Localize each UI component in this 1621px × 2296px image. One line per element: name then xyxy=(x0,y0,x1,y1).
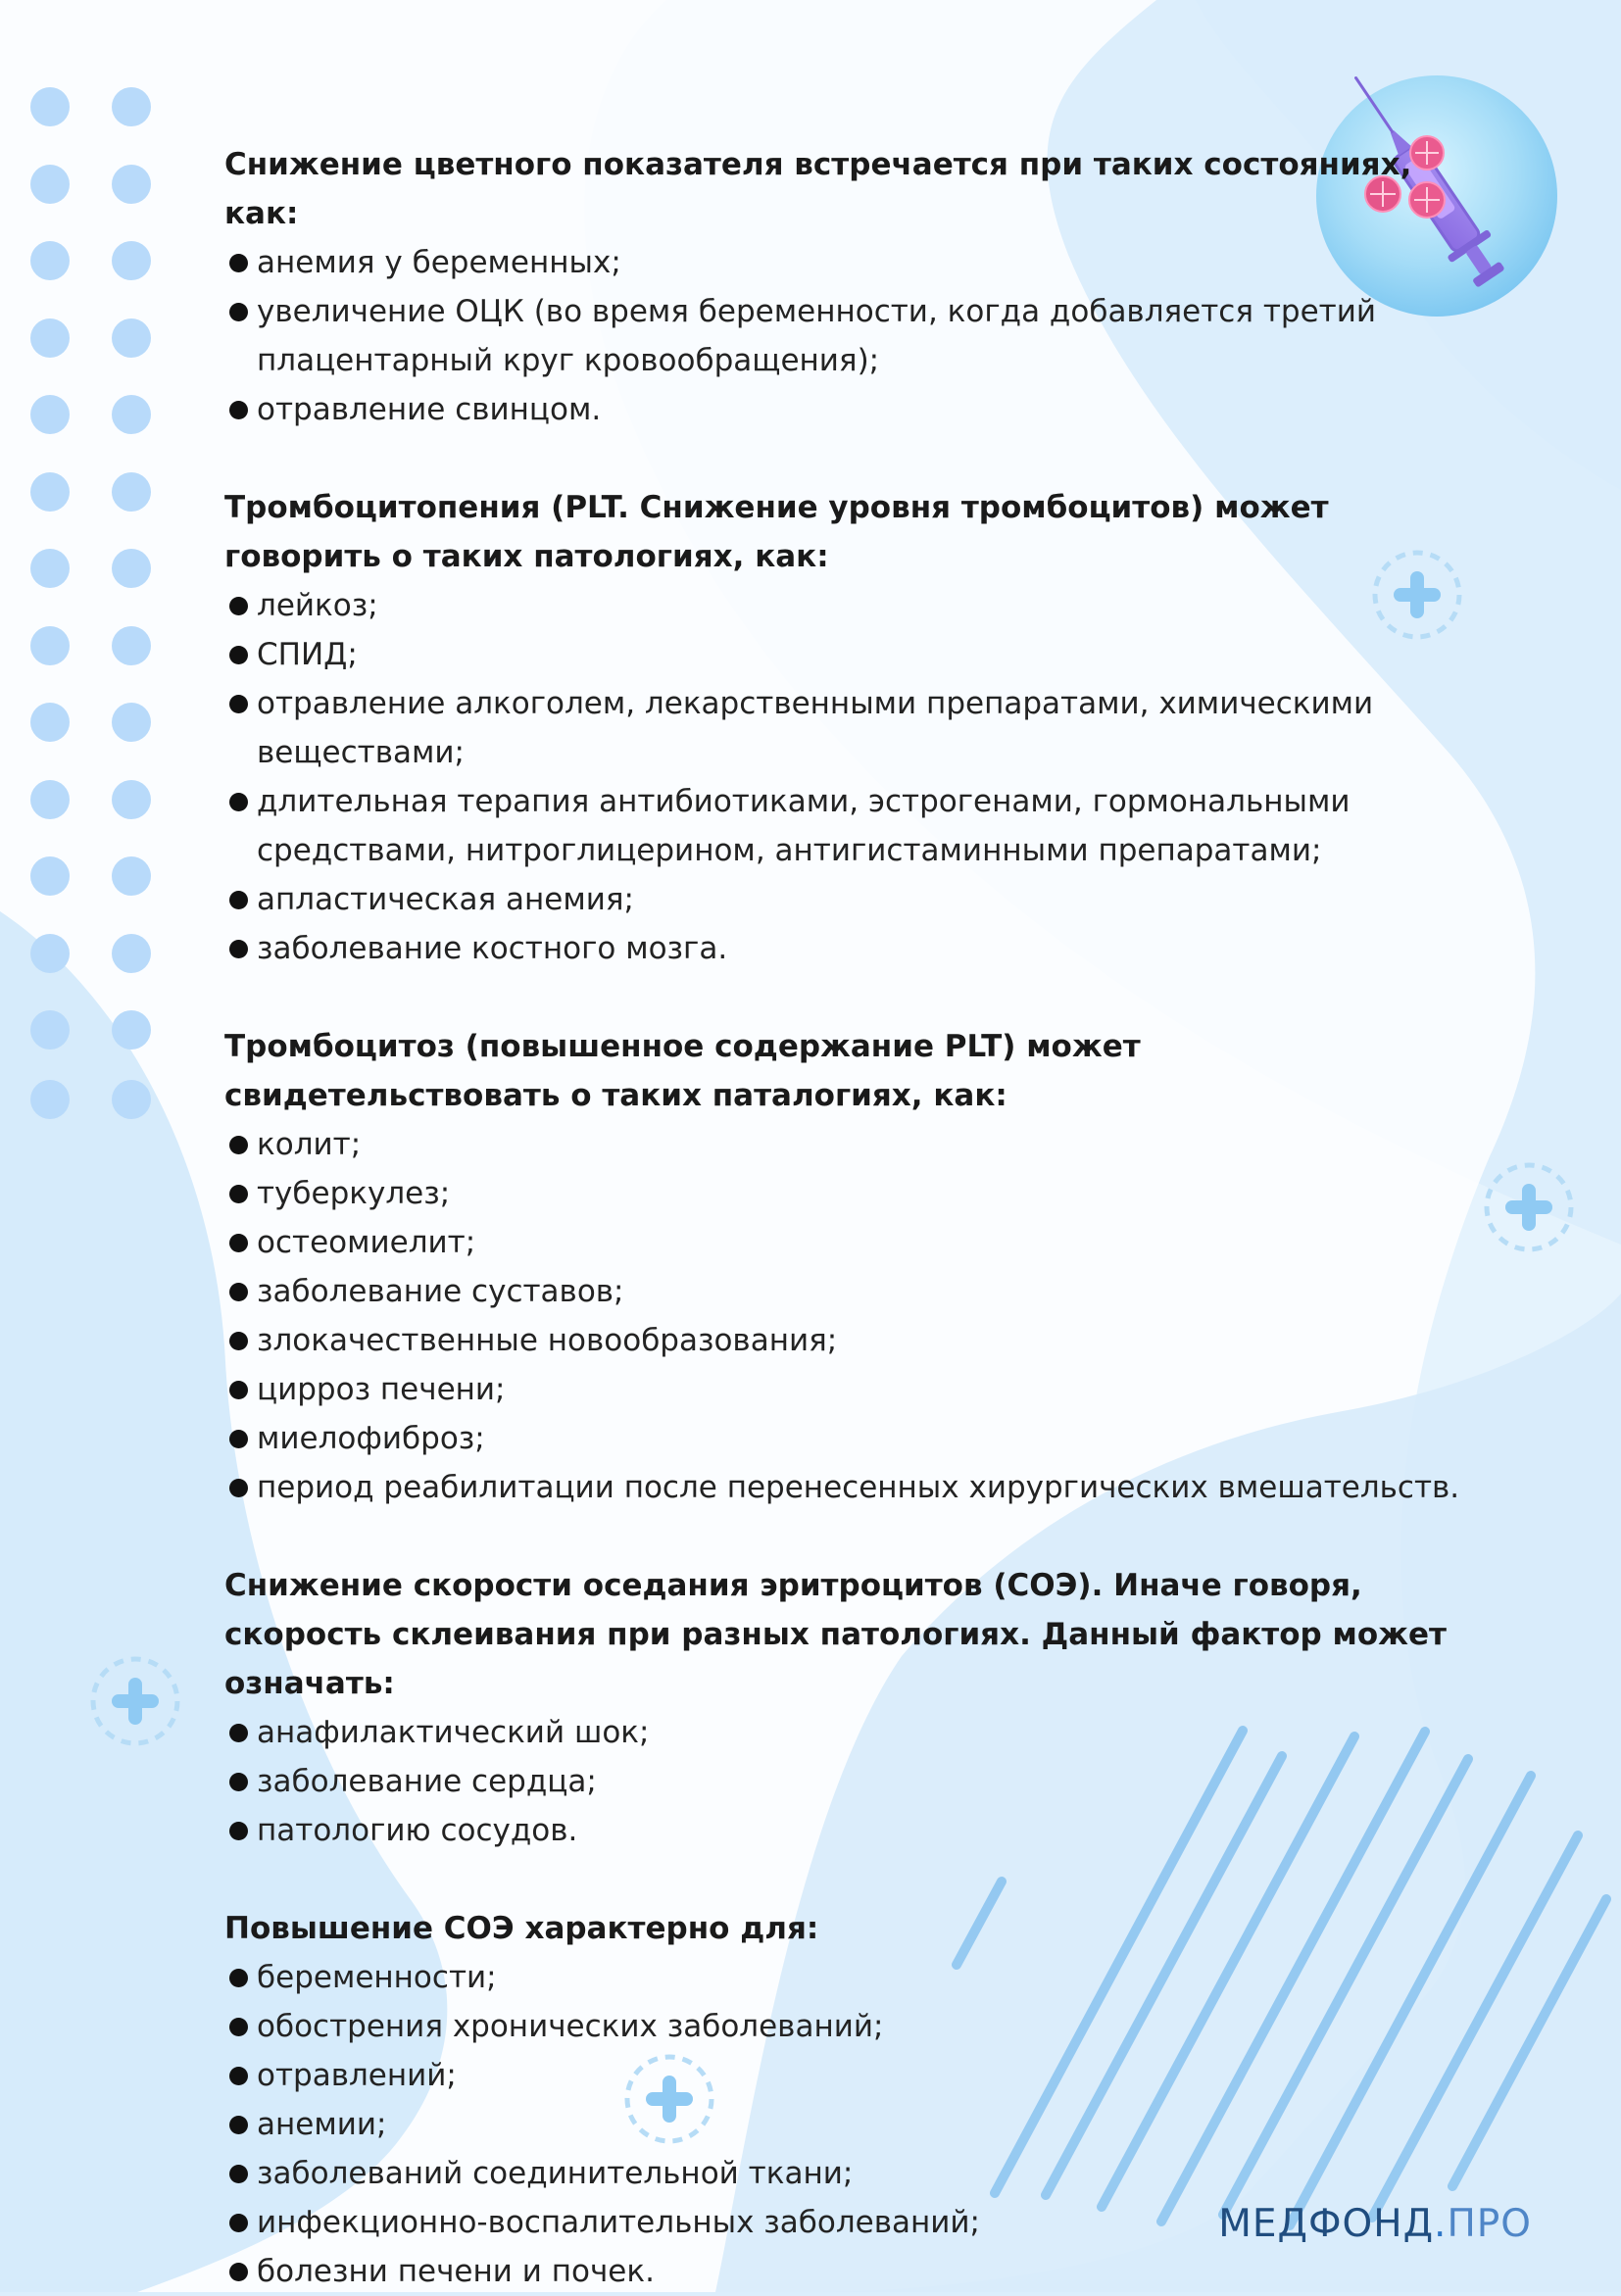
brand-name: МЕДФОНД xyxy=(1218,2202,1435,2246)
dot-grid-dot xyxy=(30,626,70,665)
list-item xyxy=(224,2149,1469,2198)
list-item xyxy=(224,2051,1469,2100)
bullet-icon xyxy=(229,597,248,615)
list-item-text: лейкоз; xyxy=(257,588,378,623)
bullet-icon xyxy=(229,1381,248,1399)
plus-icon-horizontal-bar xyxy=(1505,1200,1552,1214)
list-item xyxy=(224,1120,1469,1169)
list-item-text: отравление алкоголем, лекарственными препаратами, химическими веществами; xyxy=(257,686,1374,770)
dot-grid-dot xyxy=(112,780,151,819)
bullet-icon xyxy=(229,695,248,713)
section-heading: Повышение СОЭ характерно для: xyxy=(224,1911,819,1946)
list-item-text: инфекционно-воспалительных заболеваний; xyxy=(257,2205,981,2240)
dot-grid-dot xyxy=(30,472,70,512)
list-item xyxy=(224,2100,1469,2149)
list-item xyxy=(224,1463,1469,1512)
list-item-text: заболевание сердца; xyxy=(257,1764,597,1799)
list-item-text: колит; xyxy=(257,1127,362,1162)
list-item xyxy=(224,777,1469,875)
dot-grid-dot xyxy=(112,626,151,665)
dot-grid-dot xyxy=(112,1010,151,1050)
list-item xyxy=(224,679,1469,777)
bullet-list xyxy=(224,1120,1469,1512)
list-item xyxy=(224,1316,1469,1365)
dot-grid-dot xyxy=(112,549,151,588)
bullet-icon xyxy=(229,891,248,909)
bullet-icon xyxy=(229,401,248,419)
dot-grid-dot xyxy=(30,87,70,126)
bullet-list xyxy=(224,1708,1469,1855)
document-content xyxy=(224,140,1469,2296)
list-item xyxy=(224,1365,1469,1414)
list-item-text: заболевание суставов; xyxy=(257,1274,624,1309)
section-thrombocytopenia xyxy=(224,483,1469,973)
dot-grid-dot xyxy=(112,241,151,280)
bullet-icon xyxy=(229,1773,248,1791)
bullet-icon xyxy=(229,2067,248,2085)
dot-grid-dot xyxy=(30,549,70,588)
list-item-text: цирроз печени; xyxy=(257,1372,506,1407)
list-item xyxy=(224,238,1469,287)
list-item-text: злокачественные новообразования; xyxy=(257,1323,838,1358)
section-heading: Тромбоцитопения (PLT. Снижение уровня тромбоцитов) может говорить о таких патологиях, как: xyxy=(224,490,1329,574)
bullet-icon xyxy=(229,303,248,321)
brand-suffix: ПРО xyxy=(1447,2202,1532,2246)
section-color-index-decrease xyxy=(224,140,1469,434)
bullet-icon xyxy=(229,2263,248,2281)
bullet-icon xyxy=(229,2018,248,2036)
dot-grid-dot xyxy=(30,241,70,280)
bullet-icon xyxy=(229,254,248,272)
list-item-text: беременности; xyxy=(257,1960,497,1995)
section-thrombocytosis xyxy=(224,1022,1469,1512)
bullet-icon xyxy=(229,1332,248,1350)
section-heading: Снижение скорости оседания эритроцитов (СОЭ). Иначе говоря, скорость склеивания при разных патологиях. Данный фактор может означать: xyxy=(224,1568,1448,1701)
list-item-text: анафилактический шок; xyxy=(257,1715,650,1750)
section-heading: Снижение цветного показателя встречается при таких состояниях, как: xyxy=(224,147,1412,231)
bullet-icon xyxy=(229,1283,248,1301)
list-item-text: анемия у беременных; xyxy=(257,245,621,280)
dot-grid-dot xyxy=(30,1010,70,1050)
list-item xyxy=(224,1414,1469,1463)
bullet-icon xyxy=(229,1969,248,1987)
bullet-icon xyxy=(229,1185,248,1203)
list-item-text: болезни печени и почек. xyxy=(257,2254,655,2289)
list-item-text: остеомиелит; xyxy=(257,1225,476,1260)
bullet-icon xyxy=(229,1234,248,1252)
list-item-text: апластическая анемия; xyxy=(257,882,634,917)
list-item-text: СПИД; xyxy=(257,637,358,672)
dot-grid-dot xyxy=(112,934,151,973)
dot-grid-dot xyxy=(112,87,151,126)
bullet-icon xyxy=(229,1479,248,1497)
dot-grid-dot xyxy=(112,395,151,434)
dot-grid-dot xyxy=(30,780,70,819)
bullet-list xyxy=(224,581,1469,973)
list-item-text: обострения хронических заболеваний; xyxy=(257,2009,884,2044)
section-heading: Тромбоцитоз (повышенное содержание PLT) может свидетельствовать о таких паталогиях, как: xyxy=(224,1029,1141,1113)
dot-grid-dot xyxy=(30,318,70,358)
brand-logo xyxy=(1218,2202,1532,2246)
list-item-text: заболевание костного мозга. xyxy=(257,931,728,966)
list-item-text: туберкулез; xyxy=(257,1176,451,1211)
list-item xyxy=(224,385,1469,434)
list-item-text: анемии; xyxy=(257,2107,387,2142)
bullet-icon xyxy=(229,940,248,958)
bullet-icon xyxy=(229,1430,248,1448)
list-item-text: миелофиброз; xyxy=(257,1421,485,1456)
dot-grid-dot xyxy=(30,395,70,434)
dot-grid-dot xyxy=(112,1080,151,1119)
list-item-text: длительная терапия антибиотиками, эстрогенами, гормональными средствами, нитроглицерином, антигистаминными препаратами; xyxy=(257,784,1351,868)
list-item-text: заболеваний соединительной ткани; xyxy=(257,2156,854,2191)
list-item xyxy=(224,581,1469,630)
bullet-icon xyxy=(229,2214,248,2232)
list-item xyxy=(224,1169,1469,1218)
plus-icon-horizontal-bar xyxy=(112,1694,159,1708)
bullet-icon xyxy=(229,1724,248,1742)
brand-dot: . xyxy=(1434,2202,1448,2246)
dot-grid-dot xyxy=(30,856,70,896)
bullet-icon xyxy=(229,1822,248,1840)
list-item xyxy=(224,1757,1469,1806)
dot-grid-dot xyxy=(112,318,151,358)
bullet-icon xyxy=(229,2116,248,2134)
list-item xyxy=(224,1267,1469,1316)
list-item xyxy=(224,924,1469,973)
list-item xyxy=(224,875,1469,924)
bullet-icon xyxy=(229,646,248,664)
list-item xyxy=(224,1806,1469,1855)
list-item-text: увеличение ОЦК (во время беременности, когда добавляется третий плацентарный круг кровообращения); xyxy=(257,294,1377,378)
dot-grid-dot xyxy=(30,165,70,204)
list-item-text: патологию сосудов. xyxy=(257,1813,578,1848)
list-item-text: период реабилитации после перенесенных хирургических вмешательств. xyxy=(257,1470,1460,1505)
list-item xyxy=(224,630,1469,679)
section-esr-decrease xyxy=(224,1561,1469,1855)
bullet-icon xyxy=(229,2165,248,2183)
list-item xyxy=(224,1708,1469,1757)
list-item xyxy=(224,287,1469,385)
dot-grid-dot xyxy=(30,934,70,973)
dot-grid-dot xyxy=(112,165,151,204)
bullet-icon xyxy=(229,1136,248,1154)
bullet-icon xyxy=(229,793,248,811)
dot-grid-dot xyxy=(112,703,151,742)
dot-grid-dot xyxy=(30,1080,70,1119)
list-item-text: отравлений; xyxy=(257,2058,457,2093)
dot-grid-dot xyxy=(30,703,70,742)
bullet-list xyxy=(224,238,1469,434)
list-item-text: отравление свинцом. xyxy=(257,392,602,427)
dot-grid-dot xyxy=(112,472,151,512)
list-item xyxy=(224,2247,1469,2296)
list-item xyxy=(224,2002,1469,2051)
list-item xyxy=(224,1953,1469,2002)
dot-grid-dot xyxy=(112,856,151,896)
list-item xyxy=(224,1218,1469,1267)
